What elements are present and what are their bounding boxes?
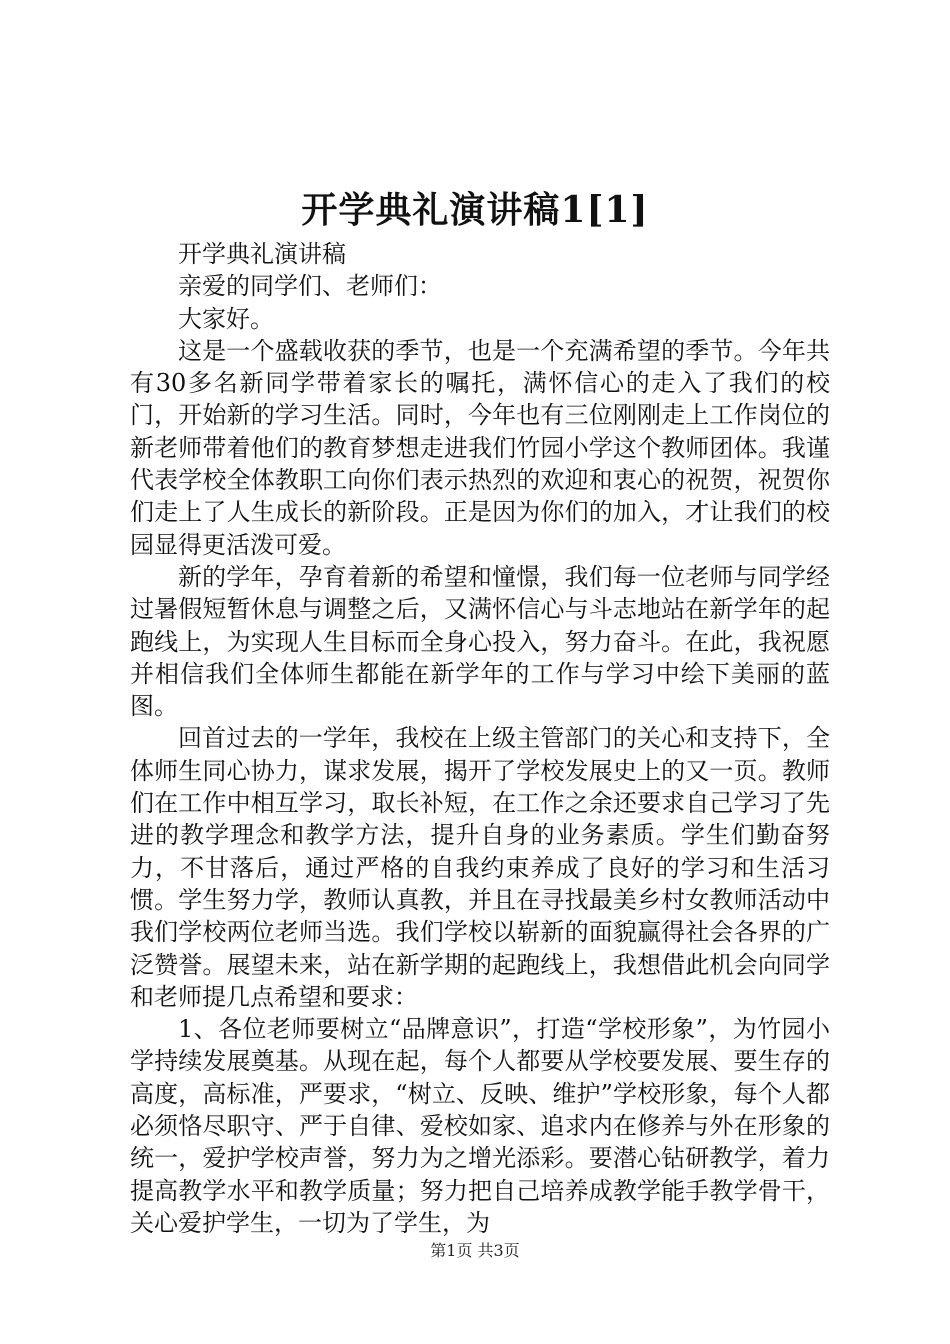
heading-line: 开学典礼演讲稿 [178,240,346,268]
page-number-footer: 第1页 共3页 [430,1241,520,1260]
paragraph-welcome: 这是一个盛载收获的季节，也是一个充满希望的季节。今年共有30多名新同学带着家长的嘱托，满怀信心的走入了我们的校门，开始新的学习生活。同时，今年也有三位刚刚走上工作岗位的新老师带着他们的教育梦想走进我们竹园小学这个教师团体。我谨代表学校全体教职工向你们表示热烈的欢迎和衷心的祝贺，祝贺你们走上了人生成长的新阶段。正是因为你们的加入，才让我们的校园显得更活泼可爱。 [130,336,830,559]
document-title: 开学典礼演讲稿1[1] [301,189,649,231]
paragraph-requirement-1: 1、各位老师要树立“品牌意识”，打造“学校形象”，为竹园小学持续发展奠基。从现在起，每个人都要从学校要发展、要生存的高度，高标准，严要求，“树立、反映、维护”学校形象，每个人都必须恪尽职守、严于自律、爱校如家、追求内在修养与外在形象的统一，爱护学校声誉，努力为之增光添彩。要潜心钻研教学，着力提高教学水平和教学质量；努力把自己培养成教学能手教学骨干，关心爱护学生，一切为了学生，为 [130,1015,830,1237]
document-body [130,238,830,1239]
paragraph-new-year: 新的学年，孕育着新的希望和憧憬，我们每一位老师与同学经过暑假短暂休息与调整之后，又满怀信心与斗志地站在新学年的起跑线上，为实现人生目标而全身心投入，努力奋斗。在此，我祝愿并相信我们全体师生都能在新学年的工作与学习中绘下美丽的蓝图。 [130,562,830,721]
greeting: 大家好。 [178,304,274,333]
salutation: 亲爱的同学们、老师们： [178,272,442,301]
paragraph-review: 回首过去的一学年，我校在上级主管部门的关心和支持下，全体师生同心协力，谋求发展，揭开了学校发展史上的又一页。教师们在工作中相互学习，取长补短，在工作之余还要求自己学习了先进的教学理念和教学方法，提升自身的业务素质。学生们勤奋努力，不甘落后，通过严格的自我约束养成了良好的学习和生活习惯。学生努力学，教师认真教，并且在寻找最美乡村女教师活动中我们学校两位老师当选。我们学校以崭新的面貌赢得社会各界的广泛赞誉。展望未来，站在新学期的起跑线上，我想借此机会向同学和老师提几点希望和要求： [130,724,830,1011]
